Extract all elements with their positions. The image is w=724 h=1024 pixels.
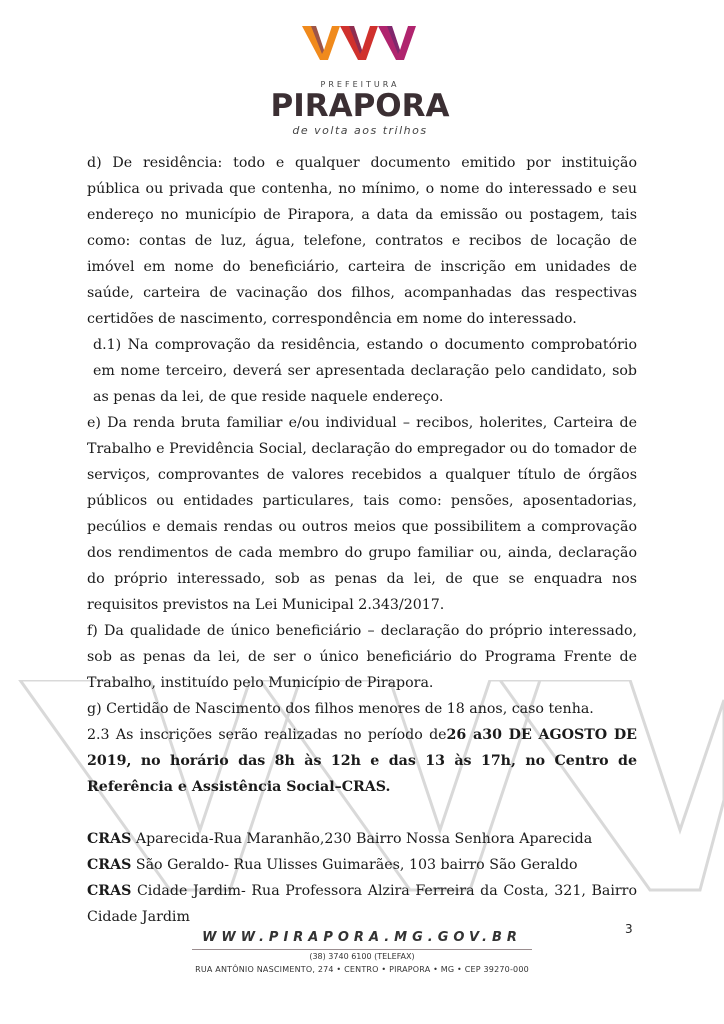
cras-aparecida-address: Aparecida-Rua Maranhão,230 Bairro Nossa Senhora Aparecida <box>131 831 593 847</box>
footer-website: WWW.PIRAPORA.MG.GOV.BR <box>202 930 522 945</box>
paragraph-f-beneficiario: f) Da qualidade de único beneficiário – declaração do próprio interessado, sob as penas da lei, de ser o único beneficiário do Programa Frente de Trabalho, instituído pelo Município de Pirapora. <box>87 623 637 691</box>
logo-prefeitura-text: PREFEITURA <box>320 80 400 89</box>
logo-city-name: PIRAPORA <box>270 88 450 124</box>
cras-cidade-jardim <box>87 878 637 930</box>
cras-aparecida <box>87 826 637 852</box>
footer-address: RUA ANTÔNIO NASCIMENTO, 274 • CENTRO • PIRAPORA • MG • CEP 39270-000 <box>195 965 529 974</box>
paragraph-e-renda: e) Da renda bruta familiar e/ou individual – recibos, holerites, Carteira de Trabalho e Previdência Social, declaração do empregador ou do tomador de serviços, comprovantes de valores recebidos a qualquer título de órgãos públicos ou entidades particulares, tais como: pensões, aposentadorias, pecúlios e demais rendas ou outros meios que possibilitem a comprovação dos rendimentos de cada membro do grupo familiar ou, ainda, declaração do próprio interessado, sob as penas da lei, de que se enquadra nos requisitos previstos na Lei Municipal 2.343/2017. <box>87 415 637 613</box>
cras-cidade-jardim-address: Cidade Jardim- Rua Professora Alzira Ferreira da Costa, 321, Bairro Cidade Jardim <box>87 883 637 925</box>
paragraph-g-certidao: g) Certidão de Nascimento dos filhos menores de 18 anos, caso tenha. <box>87 701 594 717</box>
logo-mark-icon <box>302 20 418 66</box>
footer-phone: (38) 3740 6100 (TELEFAX) <box>309 952 415 961</box>
paragraph-d1: d.1) Na comprovação da residência, estando o documento comprobatório em nome terceiro, deverá ser apresentada declaração pelo candidato, sob as penas da lei, de que reside naquele endereço. <box>93 337 637 405</box>
paragraph-2-3-inscricoes <box>87 722 637 800</box>
footer-divider <box>192 949 532 950</box>
paragraph-d-residencia: d) De residência: todo e qualquer documento emitido por instituição pública ou privada que contenha, no mínimo, o nome do interessado e seu endereço no município de Pirapora, a data da emissão ou postagem, tais como: contas de luz, água, telefone, contratos e recibos de locação de imóvel em nome do beneficiário, carteira de inscrição em unidades de saúde, carteira de vacinação dos filhos, acompanhadas das respectivas certidões de nascimento, correspondência em nome do interessado. <box>87 155 637 327</box>
logo-slogan: de volta aos trilhos <box>292 124 428 137</box>
cras-label: CRAS <box>87 883 132 899</box>
prefeitura-logo <box>270 20 450 137</box>
page-number: 3 <box>625 922 633 936</box>
inscricoes-dates: 26 a30 DE AGOSTO DE 2019, no horário das 8h às 12h e das 13 às 17h, no Centro de Referência e Assistência Social–CRAS. <box>87 727 637 795</box>
cras-label: CRAS <box>87 831 132 847</box>
cras-sao-geraldo <box>87 852 637 878</box>
cras-label: CRAS <box>87 857 132 873</box>
cras-sao-geraldo-address: São Geraldo- Rua Ulisses Guimarães, 103 bairro São Geraldo <box>131 857 578 873</box>
inscricoes-intro: 2.3 As inscrições serão realizadas no período de <box>87 727 447 743</box>
document-body <box>87 150 637 930</box>
